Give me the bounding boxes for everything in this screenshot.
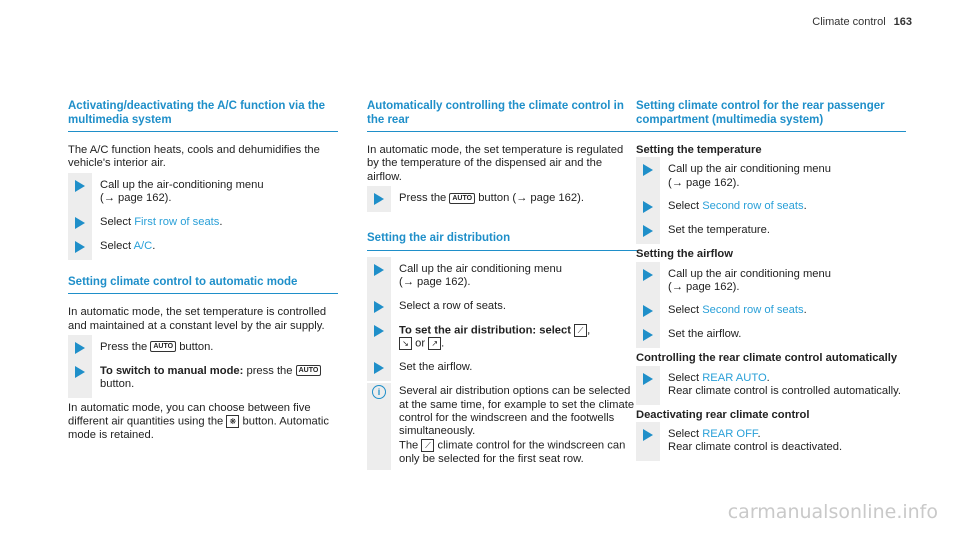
step: Set the temperature. [636,224,906,238]
step: To set the air distribution: select ⟋ , ↘ or ↗ . [367,324,637,352]
heading-ac-function: Activating/deactivating the A/C function via the multimedia system [68,100,338,132]
windscreen-airflow-icon: ⟋ [574,324,587,337]
subheading-airflow: Setting the airflow [636,248,733,261]
arrow-icon [75,217,85,229]
link-rear-off[interactable]: REAR OFF [702,428,758,441]
arrow-icon [374,301,384,313]
arrow-icon [643,305,653,317]
arrow-icon [643,225,653,237]
link-rear-auto[interactable]: REAR AUTO [702,371,767,384]
arrow-icon [374,264,384,276]
heading-air-distribution: Setting the air distribution [367,232,637,251]
arrow-icon [643,329,653,341]
rear-auto-text: In automatic mode, the set temperature is regulated by the temperature of the dispensed air and the airflow. [367,144,624,183]
section-title: Climate control [812,16,886,28]
info-note: i Several air distribution options can be selected at the same time, for example to set the climate control for the windscreen and the footwells simultaneously. The ⟋ climate control for the windscreen can only be selected for the first seat row. [367,385,637,466]
step: Call up the air conditioning menu (→ page 162). [367,263,637,290]
arrow-icon [75,241,85,253]
column-1 [68,100,338,450]
arrow-icon [374,325,384,337]
step: To switch to manual mode: press the AUTO button. [68,365,338,392]
step: Press the AUTO button. [68,341,338,355]
center-airflow-icon: ↗ [428,337,441,350]
step: Select a row of seats. [367,300,637,314]
step: Select Second row of seats. [636,200,906,214]
arrow-icon [75,366,85,378]
arrow-icon [75,342,85,354]
subheading-rear-auto: Controlling the rear climate control automatically [636,352,898,365]
column-3 [636,100,906,465]
step: Select REAR AUTO. Rear climate control is controlled automatically. [636,372,906,399]
arrow-icon [643,429,653,441]
step: Call up the air-conditioning menu (→ page 162). [68,179,338,206]
info-icon: i [372,385,386,399]
page-header [812,16,912,28]
step: Select REAR OFF. Rear climate control is deactivated. [636,428,906,455]
watermark: carmanualsonline.info [727,501,938,523]
step: Call up the air conditioning menu (→ page 162). [636,268,906,295]
column-2 [367,100,637,474]
auto-mode-text: In automatic mode, the set temperature is controlled and maintained at a constant level by the air supply. [68,306,327,332]
windscreen-airflow-icon: ⟋ [421,439,434,452]
subheading-rear-off: Deactivating rear climate control [636,408,810,421]
heading-auto-mode: Setting climate control to automatic mode [68,276,338,295]
auto-button-icon: AUTO [150,341,176,352]
arrow-icon [374,193,384,205]
footwell-airflow-icon: ↘ [399,337,412,350]
arrow-icon [374,362,384,374]
heading-rear-compartment: Setting climate control for the rear passenger compartment (multimedia system) [636,100,906,132]
step: Call up the air conditioning menu (→ page 162). [636,163,906,190]
arrow-icon [643,373,653,385]
link-second-row[interactable]: Second row of seats [702,200,804,213]
arrow-icon [643,201,653,213]
arrow-icon [643,164,653,176]
step: Select A/C. [68,240,338,254]
link-ac[interactable]: A/C [133,239,153,252]
arrow-icon [75,180,85,192]
auto-button-icon: AUTO [296,365,322,376]
intro-text: The A/C function heats, cools and dehumidifies the vehicle's interior air. [68,144,320,170]
link-first-row[interactable]: First row of seats [134,215,220,228]
auto-button-icon: AUTO [449,193,475,204]
link-second-row[interactable]: Second row of seats [702,304,804,317]
subheading-temperature: Setting the temperature [636,144,762,156]
step: Set the airflow. [367,361,637,375]
page-number: 163 [893,16,912,28]
fan-icon: ❋ [226,415,239,428]
step: Set the airflow. [636,328,906,342]
step: Select Second row of seats. [636,304,906,318]
arrow-icon [643,269,653,281]
step: Press the AUTO button (→ page 162). [367,192,637,206]
heading-rear-auto: Automatically controlling the climate control in the rear [367,100,637,132]
airflow-text: In automatic mode, you can choose between five different air quantities using the ❋ button. Automatic mode is retained. [68,401,329,442]
step: Select First row of seats. [68,216,338,230]
